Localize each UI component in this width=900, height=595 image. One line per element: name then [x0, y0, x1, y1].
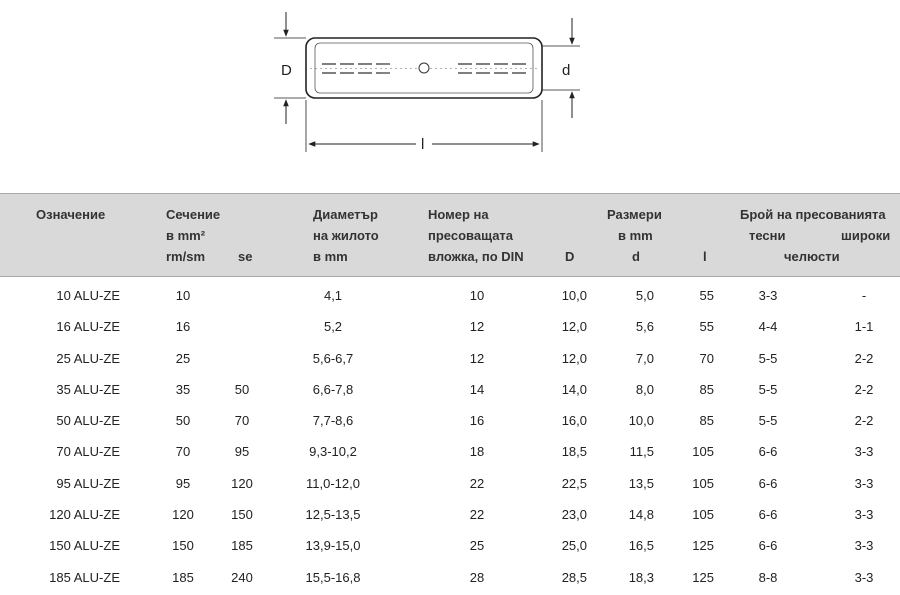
cell-dim-l: 105	[692, 507, 714, 523]
cell-din-insert: 22	[469, 475, 485, 491]
cell-din-insert: 18	[469, 444, 485, 460]
cell-press-narrow: 8-8	[758, 569, 778, 585]
table-row	[0, 470, 900, 501]
cell-dim-d: 8,0	[635, 381, 654, 397]
header-dim-d: d	[632, 249, 640, 264]
table-row	[0, 501, 900, 532]
cell-dim-D: 16,0	[561, 413, 587, 429]
cell-designation: 120 ALU-ZE	[49, 507, 120, 523]
cell-din-insert: 16	[469, 413, 485, 429]
header-press-wide: широки	[841, 228, 891, 243]
header-designation: Означение	[36, 207, 106, 222]
cell-press-wide: -	[861, 288, 867, 303]
cell-section-se: 150	[231, 507, 253, 523]
table-row	[0, 313, 900, 344]
cell-press-narrow: 5-5	[758, 350, 778, 366]
cell-dim-d: 14,8	[628, 507, 654, 523]
dimension-D	[274, 12, 306, 124]
cell-designation: 25 ALU-ZE	[56, 350, 120, 366]
cell-section-se: 240	[231, 569, 253, 585]
cell-section-rm: 120	[172, 507, 194, 523]
cell-dim-d: 11,5	[629, 444, 654, 460]
cell-section-se: 50	[234, 381, 250, 397]
cell-press-narrow: 5-5	[758, 381, 778, 397]
table-row	[0, 564, 900, 595]
table-row	[0, 438, 900, 469]
cell-section-rm: 16	[175, 319, 191, 335]
cell-press-wide: 2-2	[854, 381, 874, 397]
header-insert-line2: пресоващата	[428, 228, 514, 243]
cell-diameter: 4,1	[323, 288, 343, 303]
table-row	[0, 407, 900, 438]
cell-din-insert: 22	[469, 507, 485, 523]
cell-press-wide: 3-3	[854, 444, 874, 460]
cell-dim-l: 55	[699, 288, 714, 303]
dimension-l	[306, 100, 542, 153]
cell-dim-l: 125	[692, 538, 714, 554]
cell-dim-D: 12,0	[561, 319, 587, 335]
label-D: D	[281, 62, 292, 79]
cell-section-rm: 150	[172, 538, 194, 554]
cell-din-insert: 28	[469, 569, 485, 585]
cell-diameter: 5,2	[323, 319, 343, 335]
label-d: d	[562, 62, 571, 79]
cell-dim-l: 105	[692, 475, 714, 491]
cell-designation: 185 ALU-ZE	[49, 569, 120, 585]
cell-designation: 50 ALU-ZE	[56, 413, 120, 429]
cell-dim-d: 16,5	[628, 538, 654, 554]
cell-dim-d: 7,0	[635, 350, 654, 366]
cell-dim-D: 14,0	[561, 381, 587, 397]
cell-section-se: 120	[231, 475, 253, 491]
cell-diameter: 15,5-16,8	[305, 569, 361, 585]
cell-designation: 70 ALU-ZE	[56, 444, 120, 460]
table-row	[0, 345, 900, 376]
cell-section-rm: 35	[175, 381, 191, 397]
cell-section-rm: 95	[175, 475, 191, 491]
cell-press-wide: 3-3	[854, 569, 874, 585]
cell-press-narrow: 6-6	[758, 475, 778, 491]
cell-press-wide: 1-1	[854, 319, 874, 335]
cell-dim-d: 13,5	[628, 475, 654, 491]
dimension-d	[542, 18, 580, 118]
cell-section-rm: 10	[175, 288, 191, 303]
cell-dim-D: 23,0	[561, 507, 587, 523]
header-insert-line3: вложка, по DIN	[428, 249, 524, 264]
header-section-line2: в mm²	[166, 228, 206, 243]
cell-dim-d: 18,3	[628, 569, 654, 585]
cell-section-rm: 50	[175, 413, 191, 429]
cell-press-narrow: 6-6	[758, 507, 778, 523]
connector-tube	[306, 38, 542, 98]
header-section-line1: Сечение	[166, 207, 221, 222]
cell-din-insert: 14	[469, 381, 485, 397]
cell-diameter: 12,5-13,5	[305, 507, 361, 523]
cell-dim-l: 55	[699, 319, 714, 335]
cell-section-se: 185	[231, 538, 253, 554]
header-press-line1: Брой на пресованията	[740, 207, 886, 222]
cell-designation: 95 ALU-ZE	[56, 475, 120, 491]
header-dims-line1: Размери	[607, 207, 662, 222]
cell-press-narrow: 4-4	[758, 319, 778, 335]
table-body	[0, 277, 900, 595]
header-section-se: se	[238, 249, 253, 264]
table-row	[0, 532, 900, 563]
cell-designation: 10 ALU-ZE	[56, 288, 120, 303]
label-l: l	[421, 136, 425, 153]
cell-diameter: 13,9-15,0	[305, 538, 361, 554]
cell-diameter: 9,3-10,2	[309, 444, 357, 460]
cell-section-rm: 70	[175, 444, 191, 460]
cell-diameter: 11,0-12,0	[306, 475, 360, 491]
header-diameter-line1: Диаметър	[313, 207, 378, 222]
cell-dim-l: 85	[699, 381, 714, 397]
cell-dim-l: 125	[692, 569, 714, 585]
cell-diameter: 7,7-8,6	[312, 413, 354, 429]
cell-dim-d: 10,0	[628, 413, 654, 429]
header-dim-l: l	[703, 249, 707, 264]
cell-press-narrow: 6-6	[758, 444, 778, 460]
header-diameter-line2: на жилото	[313, 228, 379, 243]
cell-dim-D: 12,0	[561, 350, 587, 366]
cell-section-rm: 25	[175, 350, 191, 366]
cell-dim-l: 85	[699, 413, 714, 429]
header-section-rm: rm/sm	[166, 249, 206, 264]
cell-dim-d: 5,0	[635, 288, 654, 303]
cell-dim-D: 18,5	[561, 444, 587, 460]
table-row	[0, 282, 900, 313]
cell-press-wide: 3-3	[854, 475, 874, 491]
cell-designation: 35 ALU-ZE	[56, 381, 120, 397]
cell-dim-D: 28,5	[561, 569, 587, 585]
table-header	[0, 193, 900, 277]
cell-dim-D: 25,0	[561, 538, 587, 554]
cell-din-insert: 12	[469, 350, 485, 366]
cell-press-narrow: 6-6	[758, 538, 778, 554]
header-dim-D: D	[565, 249, 575, 264]
header-dims-line2: в mm	[618, 228, 653, 243]
cell-dim-d: 5,6	[635, 319, 654, 335]
table-row	[0, 376, 900, 407]
cell-section-rm: 185	[172, 569, 194, 585]
cell-press-narrow: 3-3	[758, 288, 778, 303]
cell-press-narrow: 5-5	[758, 413, 778, 429]
cell-designation: 16 ALU-ZE	[56, 319, 120, 335]
cell-section-se: 70	[234, 413, 250, 429]
cell-din-insert: 10	[469, 288, 485, 303]
cell-press-wide: 3-3	[854, 507, 874, 523]
header-press-narrow: тесни	[749, 228, 786, 243]
cell-dim-l: 105	[692, 444, 714, 460]
cell-diameter: 6,6-7,8	[312, 381, 354, 397]
connector-diagram	[0, 0, 900, 190]
header-diameter-line3: в mm	[313, 249, 348, 264]
cell-dim-D: 22,5	[561, 475, 587, 491]
cell-din-insert: 12	[469, 319, 485, 335]
header-insert-line1: Номер на	[428, 207, 489, 222]
cell-din-insert: 25	[469, 538, 485, 554]
cell-press-wide: 2-2	[854, 350, 874, 366]
cell-section-se: 95	[234, 444, 250, 460]
cell-designation: 150 ALU-ZE	[49, 538, 120, 554]
cell-dim-D: 10,0	[561, 288, 587, 303]
cell-press-wide: 3-3	[854, 538, 874, 554]
cell-press-wide: 2-2	[854, 413, 874, 429]
spec-table	[0, 193, 900, 595]
cell-dim-l: 70	[699, 350, 714, 366]
header-press-jaws: челюсти	[784, 249, 840, 264]
cell-diameter: 5,6-6,7	[312, 350, 354, 366]
